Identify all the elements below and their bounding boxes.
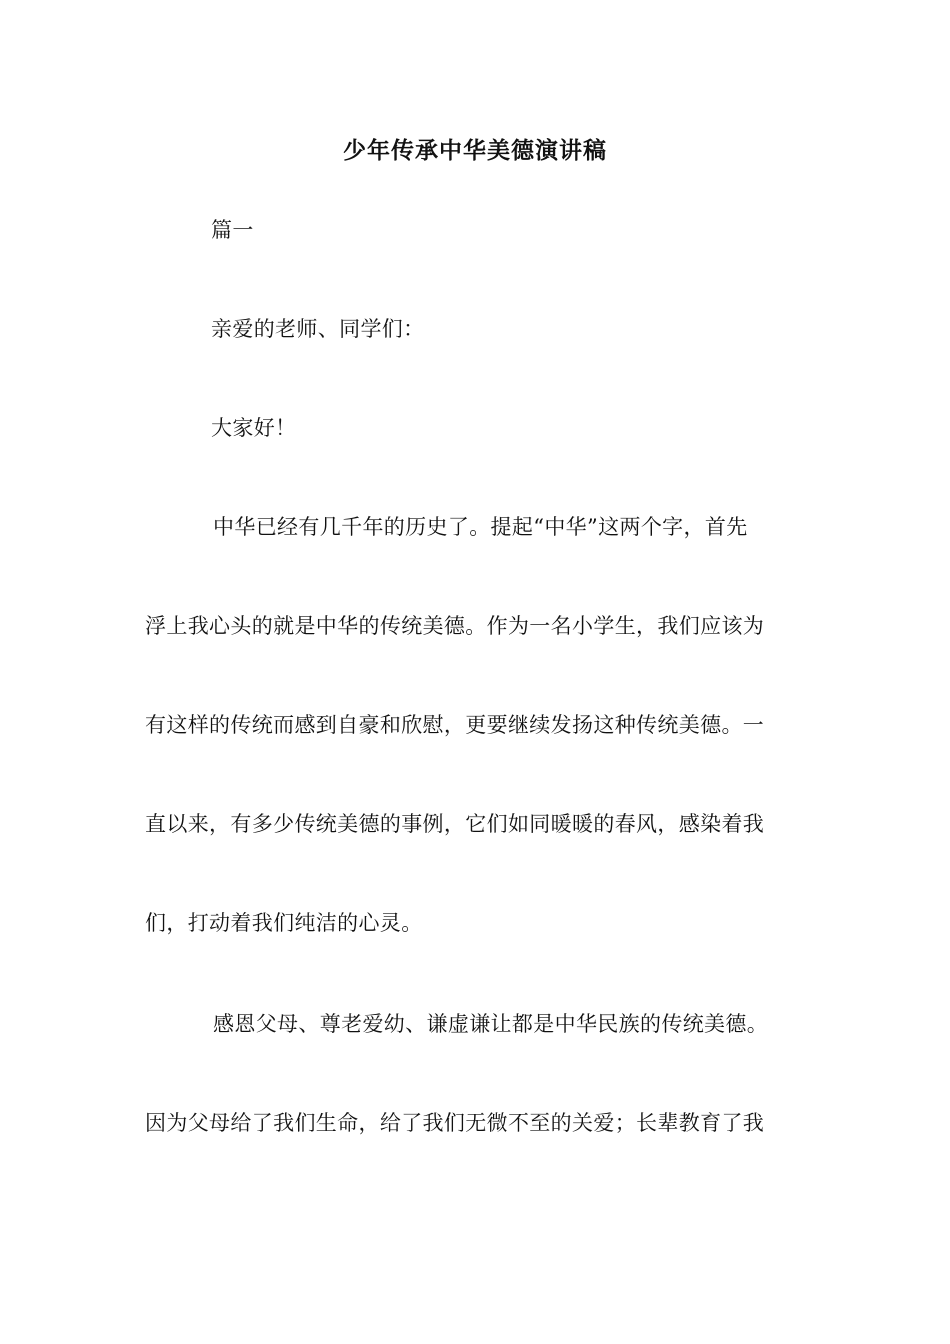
paragraph-line: 们，打动着我们纯洁的心灵。 [145,911,423,935]
paragraph-line: 有这样的传统而感到自豪和欣慰，更要继续发扬这种传统美德。一 [145,713,765,737]
paragraph-line: 因为父母给了我们生命，给了我们无微不至的关爱；长辈教育了我 [145,1111,765,1135]
section-heading: 篇一 [211,218,254,242]
greeting: 大家好！ [211,416,297,440]
paragraph-line: 浮上我心头的就是中华的传统美德。作为一名小学生，我们应该为 [145,614,765,638]
paragraph-line: 直以来，有多少传统美德的事例，它们如同暖暖的春风，感染着我 [145,812,765,836]
paragraph-line: 感恩父母、尊老爱幼、谦虚谦让都是中华民族的传统美德。 [213,1012,769,1036]
salutation: 亲爱的老师、同学们： [211,317,425,341]
paragraph-line: 中华已经有几千年的历史了。提起“中华”这两个字，首先 [213,515,748,539]
document-title: 少年传承中华美德演讲稿 [343,137,607,164]
